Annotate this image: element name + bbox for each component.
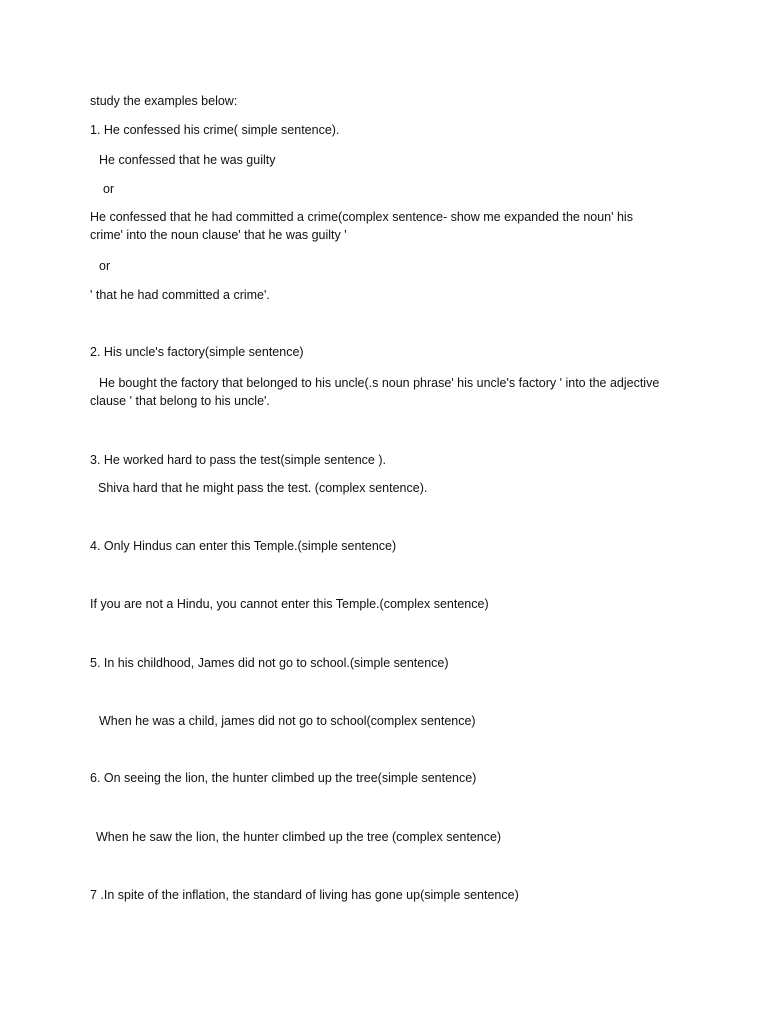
example-5-complex: When he was a child, james did not go to school(complex sentence) <box>99 714 476 728</box>
example-6-complex: When he saw the lion, the hunter climbed up the tree (complex sentence) <box>96 830 502 844</box>
example-1-clause: ' that he had committed a crime'. <box>90 288 270 302</box>
intro-text: study the examples below: <box>90 94 238 108</box>
or-separator-2: or <box>99 259 111 273</box>
example-6-simple: 6. On seeing the lion, the hunter climbed up the tree(simple sentence) <box>90 771 477 785</box>
example-1-alternative: He confessed that he was guilty <box>99 153 276 167</box>
example-4-simple: 4. Only Hindus can enter this Temple.(simple sentence) <box>90 539 397 553</box>
example-2-simple: 2. His uncle's factory(simple sentence) <box>90 345 304 359</box>
example-1-simple: 1. He confessed his crime( simple sentence). <box>90 123 340 137</box>
example-4-complex: If you are not a Hindu, you cannot enter this Temple.(complex sentence) <box>90 597 489 611</box>
example-3-simple: 3. He worked hard to pass the test(simple sentence ). <box>90 453 386 467</box>
example-7-simple: 7 .In spite of the inflation, the standard of living has gone up(simple sentence) <box>90 888 519 902</box>
or-separator-1: or <box>103 182 115 196</box>
example-1-complex: He confessed that he had committed a crime(complex sentence- show me expanded the noun' his crime' into the noun clause' that he was guilty ' <box>90 210 633 242</box>
example-2-complex: He bought the factory that belonged to his uncle(.s noun phrase' his uncle's factory ' into the adjective clause ' that belong to his uncle'. <box>90 376 660 408</box>
example-3-complex: Shiva hard that he might pass the test. (complex sentence). <box>98 481 428 495</box>
example-5-simple: 5. In his childhood, James did not go to school.(simple sentence) <box>90 656 449 670</box>
